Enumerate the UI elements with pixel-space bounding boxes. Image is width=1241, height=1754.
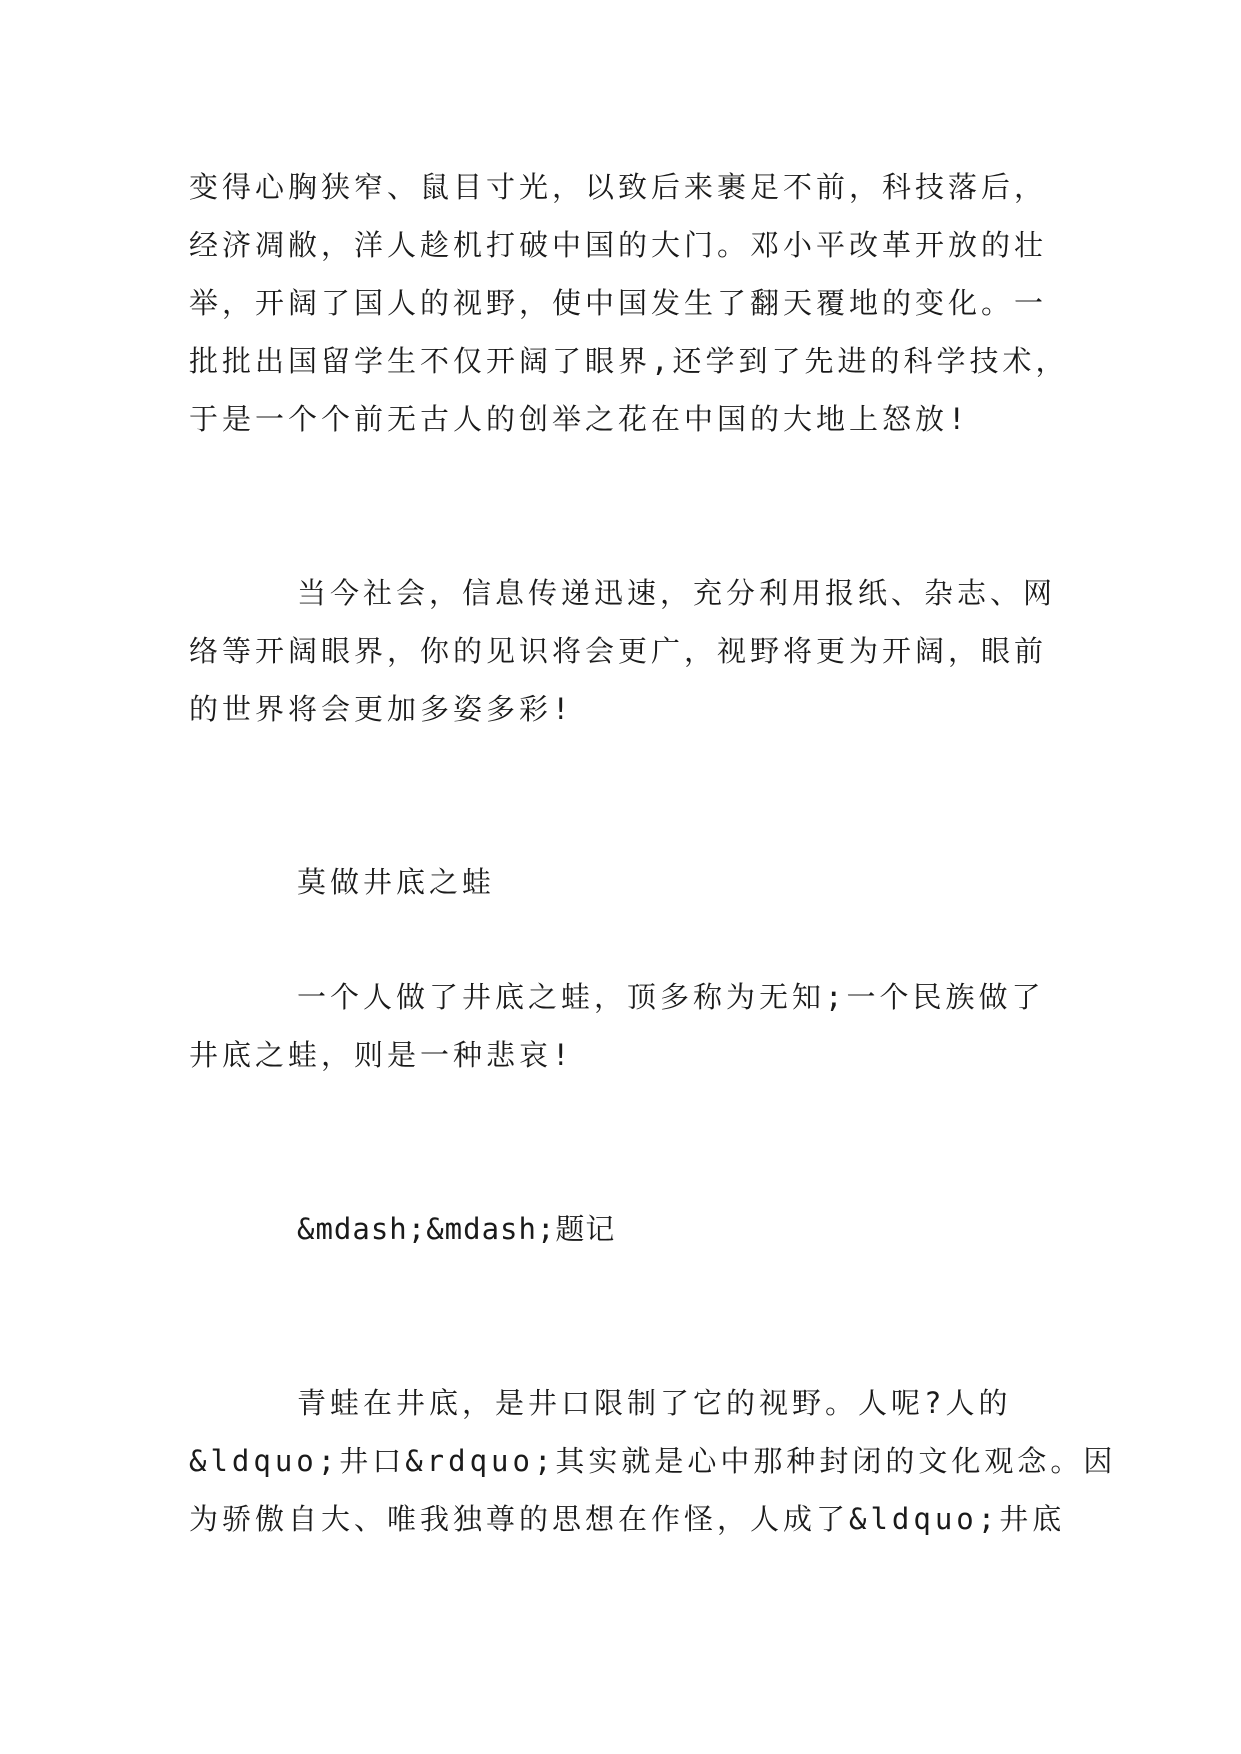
paragraph-1-line-4: 批批出国留学生不仅开阔了眼界,还学到了先进的科学技术，: [189, 344, 1069, 378]
paragraph-1-line-5: 于是一个个前无古人的创举之花在中国的大地上怒放!: [189, 402, 970, 436]
paragraph-1-line-1: 变得心胸狭窄、鼠目寸光，以致后来裹足不前，科技落后，: [189, 170, 1048, 204]
paragraph-2-line-1: 当今社会，信息传递迅速，充分利用报纸、杂志、网: [297, 576, 1057, 610]
paragraph-3-line-2: 井底之蛙，则是一种悲哀!: [189, 1038, 574, 1072]
paragraph-4-line-3: 为骄傲自大、唯我独尊的思想在作怪，人成了&ldquo;井底: [189, 1502, 1066, 1536]
inscription: &mdash;&mdash;题记: [297, 1212, 616, 1246]
paragraph-1-line-3: 举，开阔了国人的视野，使中国发生了翻天覆地的变化。一: [189, 286, 1048, 320]
paragraph-2-line-2: 络等开阔眼界，你的见识将会更广，视野将更为开阔，眼前: [189, 634, 1048, 668]
paragraph-4-line-1: 青蛙在井底，是井口限制了它的视野。人呢?人的: [297, 1386, 1012, 1420]
paragraph-3-line-1: 一个人做了井底之蛙，顶多称为无知;一个民族做了: [297, 980, 1045, 1014]
paragraph-4-line-2: &ldquo;井口&rdquo;其实就是心中那种封闭的文化观念。因: [189, 1444, 1117, 1478]
paragraph-2-line-3: 的世界将会更加多姿多彩!: [189, 692, 574, 726]
paragraph-1-line-2: 经济凋敝，洋人趁机打破中国的大门。邓小平改革开放的壮: [189, 228, 1048, 262]
essay-title: 莫做井底之蛙: [297, 865, 496, 899]
